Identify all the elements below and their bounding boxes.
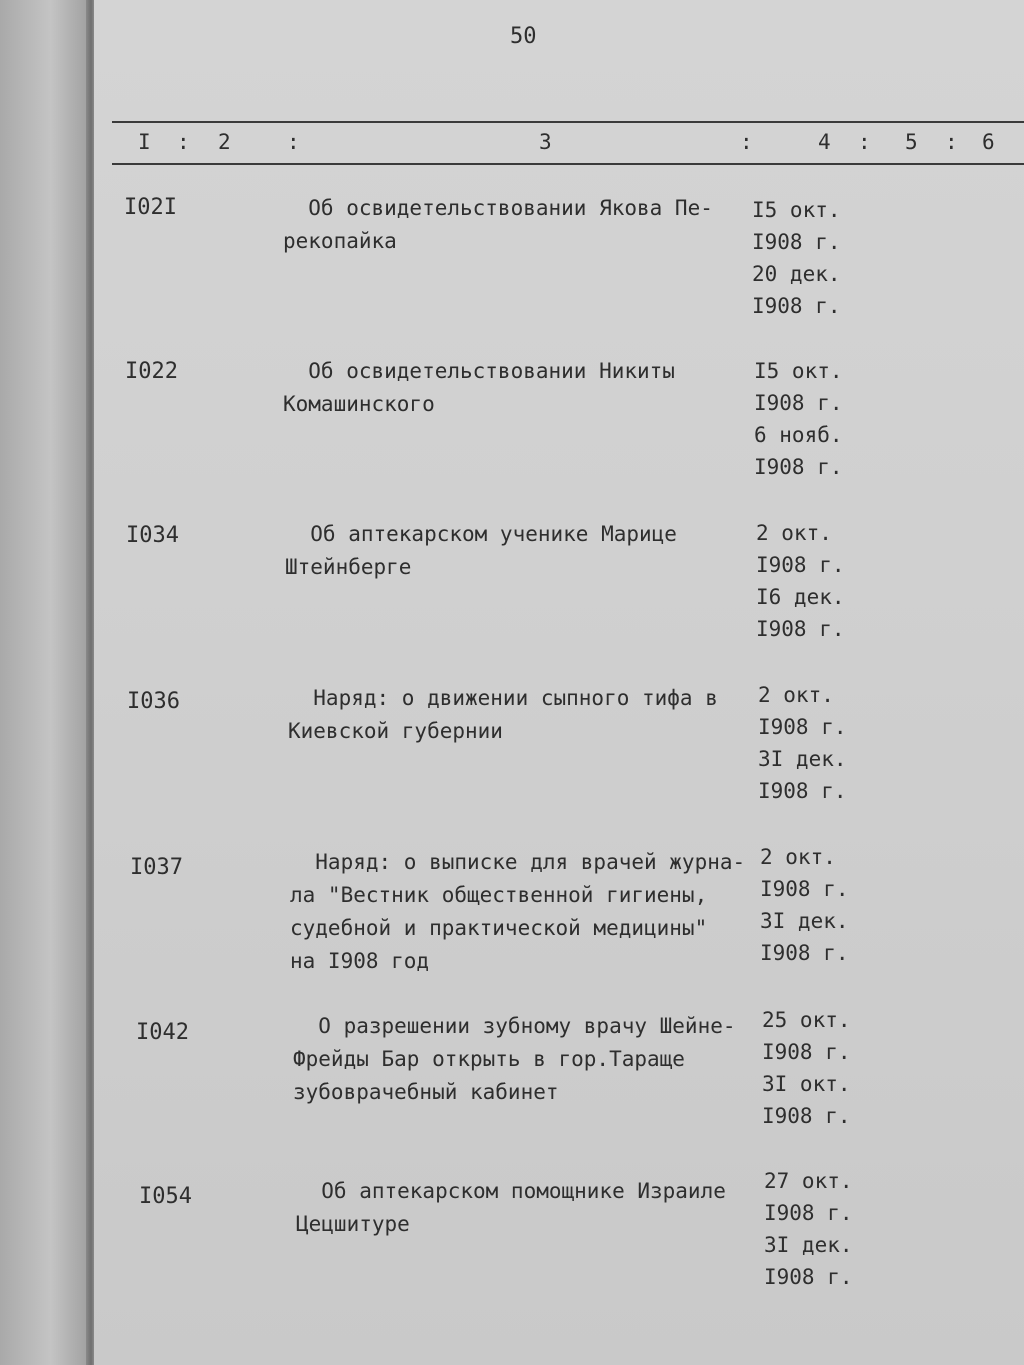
- header-sep-1: :: [177, 130, 191, 154]
- entry-date-line: 6 нояб.: [754, 423, 843, 447]
- entry-title-line: Об аптекарском помощнике Израиле: [296, 1179, 726, 1203]
- entry-date-line: 3I дек.: [758, 747, 847, 771]
- entry-title: [283, 192, 743, 258]
- entry-date-line: I908 г.: [756, 617, 845, 641]
- entry-date-line: I908 г.: [762, 1040, 851, 1064]
- header-sep-3: :: [740, 130, 754, 154]
- entry-dates: [760, 841, 849, 969]
- entry-title: [285, 518, 745, 584]
- entry-date-line: I5 окт.: [752, 198, 841, 222]
- entry-date-line: I908 г.: [754, 391, 843, 415]
- entry-title-line: Киевской губернии: [288, 719, 503, 743]
- header-col-6: 6: [982, 130, 996, 154]
- facing-page-edge: [0, 0, 92, 1365]
- entry-title: [296, 1175, 756, 1241]
- page-number: 50: [510, 24, 537, 49]
- entry-title-line: Штейнберге: [285, 555, 412, 579]
- entry-date-line: I908 г.: [758, 779, 847, 803]
- entry-date-line: 2 окт.: [756, 521, 832, 545]
- header-col-4: 4: [818, 130, 832, 154]
- entry-date-line: I908 г.: [764, 1201, 853, 1225]
- entry-date-line: I908 г.: [762, 1104, 851, 1128]
- entry-dates: [756, 517, 845, 645]
- entry-date-line: I908 г.: [752, 294, 841, 318]
- entry-title-line: Фрейды Бар открыть в гор.Тараще: [293, 1047, 685, 1071]
- entry-date-line: I908 г.: [764, 1265, 853, 1289]
- entry-number: I02I: [124, 195, 177, 220]
- entry-date-line: 25 окт.: [762, 1008, 851, 1032]
- entry-dates: [754, 355, 843, 483]
- entry-date-line: I908 г.: [758, 715, 847, 739]
- entry-date-line: I5 окт.: [754, 359, 843, 383]
- entry-date-line: 20 дек.: [752, 262, 841, 286]
- entry-title-line: Цецшитуре: [296, 1212, 410, 1236]
- header-col-1: I: [138, 130, 152, 154]
- entry-title-line: Наряд: о выписке для врачей журна-: [290, 850, 746, 874]
- entry-number: I034: [126, 523, 179, 548]
- entry-title-line: Наряд: о движении сыпного тифа в: [288, 686, 718, 710]
- entry-dates: [752, 194, 841, 322]
- entry-title-line: Об аптекарском ученике Марице: [285, 522, 677, 546]
- entry-date-line: I908 г.: [752, 230, 841, 254]
- entry-title: [283, 355, 743, 421]
- header-bottom-rule: [112, 163, 1024, 165]
- entry-title: [288, 682, 748, 748]
- entry-dates: [764, 1165, 853, 1293]
- entry-title-line: Об освидетельствовании Якова Пе-: [283, 196, 713, 220]
- entry-number: I036: [127, 689, 180, 714]
- entry-title-line: ла "Вестник общественной гигиены,: [290, 883, 708, 907]
- entry-number: I042: [136, 1020, 189, 1045]
- entry-title-line: судебной и практической медицины": [290, 916, 708, 940]
- entry-title-line: О разрешении зубному врачу Шейне-: [293, 1014, 736, 1038]
- entry-title-line: рекопайка: [283, 229, 397, 253]
- header-sep-2: :: [287, 130, 301, 154]
- entry-number: I054: [139, 1184, 192, 1209]
- entry-date-line: 3I дек.: [760, 909, 849, 933]
- header-col-2: 2: [218, 130, 232, 154]
- header-sep-4: :: [858, 130, 872, 154]
- entry-dates: [762, 1004, 851, 1132]
- header-col-5: 5: [905, 130, 919, 154]
- entry-date-line: 2 окт.: [758, 683, 834, 707]
- entry-number: I037: [130, 855, 183, 880]
- entry-number: I022: [125, 359, 178, 384]
- entry-dates: [758, 679, 847, 807]
- entry-date-line: I908 г.: [754, 455, 843, 479]
- entry-title: [293, 1010, 753, 1109]
- entry-date-line: I908 г.: [760, 941, 849, 965]
- header-col-3: 3: [539, 130, 553, 154]
- entry-title-line: зубоврачебный кабинет: [293, 1080, 559, 1104]
- entry-title-line: Об освидетельствовании Никиты: [283, 359, 675, 383]
- entry-title-line: Комашинского: [283, 392, 435, 416]
- entry-date-line: I908 г.: [756, 553, 845, 577]
- entry-date-line: 3I дек.: [764, 1233, 853, 1257]
- entry-date-line: 27 окт.: [764, 1169, 853, 1193]
- header-sep-5: :: [945, 130, 959, 154]
- entry-date-line: 2 окт.: [760, 845, 836, 869]
- entry-title-line: на I908 год: [290, 949, 430, 973]
- entry-date-line: 3I окт.: [762, 1072, 851, 1096]
- entry-title: [290, 846, 750, 978]
- entry-date-line: I6 дек.: [756, 585, 845, 609]
- entry-date-line: I908 г.: [760, 877, 849, 901]
